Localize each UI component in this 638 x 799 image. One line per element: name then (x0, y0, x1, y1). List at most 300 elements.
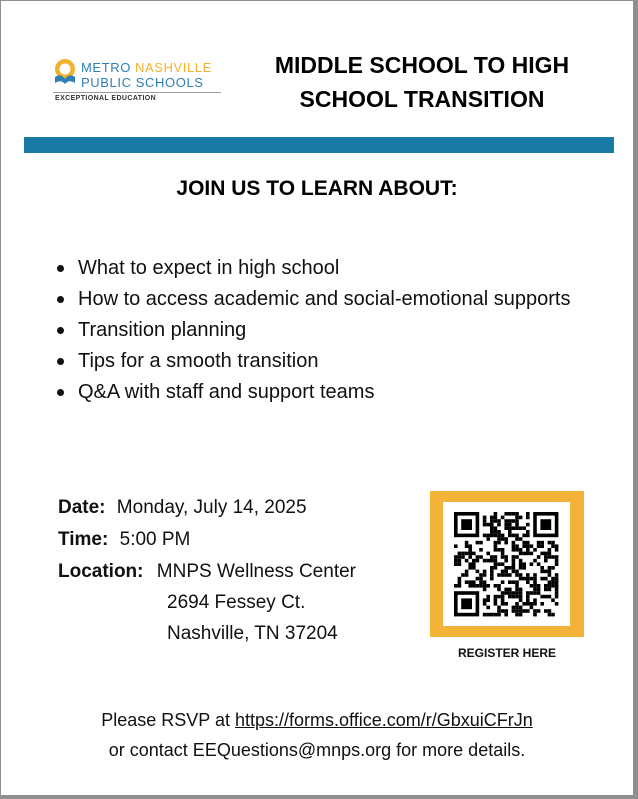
qr-module (522, 526, 526, 530)
qr-module (468, 544, 472, 548)
qr-module (515, 519, 519, 523)
qr-module (504, 555, 508, 559)
qr-module (490, 577, 494, 581)
qr-module (522, 562, 526, 566)
qr-module (497, 541, 501, 545)
qr-module (537, 555, 541, 559)
rsvp-link[interactable]: https://forms.office.com/r/GbxuiCFrJn (235, 710, 533, 730)
qr-module (486, 606, 490, 610)
qr-module (458, 555, 462, 559)
qr-module (522, 577, 526, 581)
qr-module (530, 606, 534, 610)
qr-module (504, 573, 508, 577)
qr-module (501, 570, 505, 574)
qr-module (551, 580, 555, 584)
qr-module (501, 534, 505, 538)
qr-module (544, 559, 548, 563)
qr-module (468, 562, 472, 566)
qr-module (468, 580, 472, 584)
qr-module (472, 559, 476, 563)
list-item: Tips for a smooth transition (55, 346, 595, 377)
qr-module (494, 566, 498, 570)
qr-module (512, 544, 516, 548)
qr-module (530, 591, 534, 595)
qr-module (501, 573, 505, 577)
qr-module (490, 555, 494, 559)
qr-module (512, 526, 516, 530)
qr-module (537, 609, 541, 613)
qr-module (526, 595, 530, 599)
qr-module (458, 577, 462, 581)
qr-module (522, 602, 526, 606)
qr-module (486, 584, 490, 588)
qr-module (533, 609, 537, 613)
qr-module (533, 598, 537, 602)
flyer-page (1, 1, 633, 795)
qr-module (537, 588, 541, 592)
qr-module (494, 541, 498, 545)
qr-module (519, 566, 523, 570)
qr-module (508, 595, 512, 599)
qr-module (458, 562, 462, 566)
location-line-2: 2694 Fessey Ct. (167, 592, 306, 613)
qr-module (497, 609, 501, 613)
logo-nashville: NASHVILLE (134, 60, 212, 75)
qr-module (476, 570, 480, 574)
qr-module (483, 602, 487, 606)
qr-module (490, 534, 494, 538)
qr-module (540, 541, 544, 545)
qr-module (519, 588, 523, 592)
qr-module (551, 566, 555, 570)
time-value: 5:00 PM (119, 529, 191, 550)
qr-module (501, 537, 505, 541)
qr-module (497, 548, 501, 552)
qr-module (486, 552, 490, 556)
qr-module (490, 519, 494, 523)
qr-module (476, 555, 480, 559)
qr-module (490, 523, 494, 527)
qr-module (555, 562, 559, 566)
time-row (58, 529, 190, 551)
qr-module (548, 613, 552, 617)
qr-module (454, 584, 458, 588)
qr-module (465, 544, 469, 548)
qr-module (530, 602, 534, 606)
qr-module (519, 516, 523, 520)
qr-module (522, 544, 526, 548)
register-caption: REGISTER HERE (457, 646, 556, 660)
qr-module (494, 519, 498, 523)
lamp-icon (51, 57, 79, 87)
qr-module (512, 541, 516, 545)
qr-module (548, 552, 552, 556)
qr-module (494, 584, 498, 588)
qr-module (483, 534, 487, 538)
qr-module (472, 552, 476, 556)
qr-module (533, 588, 537, 592)
qr-module (501, 591, 505, 595)
qr-module (526, 602, 530, 606)
qr-module (519, 537, 523, 541)
qr-module (522, 552, 526, 556)
qr-module (465, 570, 469, 574)
qr-module (555, 548, 559, 552)
qr-module (501, 602, 505, 606)
logo-text-line2: PUBLIC SCHOOLS (81, 75, 204, 90)
qr-module (468, 552, 472, 556)
qr-module (483, 523, 487, 527)
header-band (24, 137, 614, 153)
qr-code[interactable] (443, 502, 570, 626)
qr-finder-core (540, 519, 551, 530)
qr-module (494, 526, 498, 530)
qr-module (476, 577, 480, 581)
qr-module (476, 541, 480, 545)
qr-module (555, 580, 559, 584)
qr-module (465, 580, 469, 584)
qr-module (490, 573, 494, 577)
qr-module (512, 606, 516, 610)
page-title (237, 48, 607, 116)
qr-module (515, 516, 519, 520)
qr-module (472, 580, 476, 584)
qr-module (490, 613, 494, 617)
qr-module (483, 613, 487, 617)
logo-text-line1 (81, 60, 212, 75)
qr-module (551, 613, 555, 617)
location-row (58, 561, 356, 583)
qr-module (548, 584, 552, 588)
qr-module (519, 598, 523, 602)
qr-module (519, 606, 523, 610)
qr-module (512, 609, 516, 613)
qr-module (468, 548, 472, 552)
qr-module (512, 548, 516, 552)
qr-module (476, 584, 480, 588)
qr-module (497, 573, 501, 577)
list-item: Q&A with staff and support teams (55, 377, 595, 408)
qr-module (501, 555, 505, 559)
qr-module (544, 595, 548, 599)
qr-module (504, 537, 508, 541)
qr-module (501, 562, 505, 566)
qr-module (515, 580, 519, 584)
qr-module (504, 591, 508, 595)
list-item: How to access academic and social-emotional supports (55, 284, 595, 315)
qr-module (515, 526, 519, 530)
qr-module (479, 573, 483, 577)
qr-module (515, 555, 519, 559)
qr-module (519, 552, 523, 556)
district-logo (51, 57, 231, 109)
qr-module (454, 555, 458, 559)
qr-module (461, 552, 465, 556)
qr-module (540, 544, 544, 548)
qr-module (483, 573, 487, 577)
qr-module (483, 598, 487, 602)
qr-module (515, 591, 519, 595)
qr-module (472, 566, 476, 570)
location-label: Location: (58, 561, 144, 582)
qr-module (458, 559, 462, 563)
qr-module (533, 591, 537, 595)
qr-module (508, 519, 512, 523)
qr-code-background (443, 502, 570, 626)
qr-module (540, 566, 544, 570)
qr-module (490, 526, 494, 530)
qr-module (530, 552, 534, 556)
logo-metro: METRO (81, 60, 131, 75)
qr-module (501, 598, 505, 602)
qr-module (479, 548, 483, 552)
date-label: Date: (58, 497, 106, 518)
qr-module (533, 559, 537, 563)
qr-module (508, 530, 512, 534)
qr-module (483, 559, 487, 563)
qr-module (526, 548, 530, 552)
qr-module (515, 534, 519, 538)
qr-module (519, 595, 523, 599)
qr-module (483, 570, 487, 574)
qr-module (526, 544, 530, 548)
time-label: Time: (58, 529, 109, 550)
qr-module (497, 523, 501, 527)
qr-module (512, 580, 516, 584)
qr-module (483, 516, 487, 520)
qr-module (526, 541, 530, 545)
qr-module (494, 516, 498, 520)
qr-module (486, 534, 490, 538)
qr-module (515, 548, 519, 552)
qr-module (526, 512, 530, 516)
qr-module (494, 544, 498, 548)
qr-module (508, 523, 512, 527)
qr-module (544, 570, 548, 574)
qr-module (515, 609, 519, 613)
qr-module (479, 541, 483, 545)
qr-module (555, 544, 559, 548)
qr-module (515, 606, 519, 610)
qr-module (512, 559, 516, 563)
qr-module (544, 555, 548, 559)
qr-module (551, 544, 555, 548)
qr-module (537, 591, 541, 595)
qr-module (537, 541, 541, 545)
qr-module (515, 537, 519, 541)
qr-module (508, 534, 512, 538)
qr-module (555, 602, 559, 606)
qr-module (515, 602, 519, 606)
qr-module (555, 595, 559, 599)
qr-module (512, 512, 516, 516)
qr-module (555, 573, 559, 577)
qr-module (458, 580, 462, 584)
qr-module (512, 519, 516, 523)
qr-module (504, 570, 508, 574)
qr-module (490, 566, 494, 570)
qr-module (548, 555, 552, 559)
qr-module (548, 588, 552, 592)
qr-module (461, 555, 465, 559)
qr-module (465, 573, 469, 577)
qr-module (519, 613, 523, 617)
qr-module (555, 584, 559, 588)
qr-module (526, 552, 530, 556)
qr-module (501, 580, 505, 584)
qr-module (519, 548, 523, 552)
qr-module (472, 562, 476, 566)
qr-module (497, 562, 501, 566)
qr-module (519, 526, 523, 530)
qr-module (490, 559, 494, 563)
qr-module (515, 544, 519, 548)
qr-module (548, 570, 552, 574)
qr-module (508, 512, 512, 516)
qr-code-frame[interactable] (430, 491, 584, 637)
qr-module (497, 537, 501, 541)
qr-module (526, 591, 530, 595)
qr-module (486, 559, 490, 563)
qr-module (544, 584, 548, 588)
qr-module (540, 602, 544, 606)
qr-module (461, 573, 465, 577)
qr-module (522, 541, 526, 545)
qr-module (548, 541, 552, 545)
qr-module (515, 613, 519, 617)
location-line-1: MNPS Wellness Center (156, 561, 356, 582)
qr-module (522, 609, 526, 613)
qr-module (537, 584, 541, 588)
qr-module (540, 570, 544, 574)
qr-module (501, 516, 505, 520)
qr-module (497, 519, 501, 523)
qr-module (533, 613, 537, 617)
qr-module (458, 584, 462, 588)
qr-module (504, 523, 508, 527)
qr-module (508, 526, 512, 530)
qr-module (494, 613, 498, 617)
qr-module (555, 577, 559, 581)
qr-module (465, 559, 469, 563)
qr-module (483, 519, 487, 523)
qr-module (512, 534, 516, 538)
qr-module (501, 548, 505, 552)
qr-module (519, 559, 523, 563)
qr-module (555, 559, 559, 563)
qr-module (494, 559, 498, 563)
qr-module (519, 609, 523, 613)
qr-module (486, 598, 490, 602)
qr-module (544, 609, 548, 613)
qr-module (512, 570, 516, 574)
qr-module (526, 523, 530, 527)
location-line-3: Nashville, TN 37204 (167, 623, 338, 644)
qr-module (551, 584, 555, 588)
qr-module (504, 519, 508, 523)
qr-module (504, 613, 508, 617)
date-value: Monday, July 14, 2025 (116, 497, 307, 518)
qr-module (497, 584, 501, 588)
qr-module (522, 534, 526, 538)
qr-module (555, 555, 559, 559)
qr-module (533, 577, 537, 581)
qr-module (555, 591, 559, 595)
qr-module (526, 573, 530, 577)
qr-module (454, 544, 458, 548)
qr-module (530, 562, 534, 566)
qr-module (465, 541, 469, 545)
qr-module (490, 516, 494, 520)
qr-module (540, 577, 544, 581)
qr-module (533, 573, 537, 577)
qr-module (515, 595, 519, 599)
qr-module (512, 566, 516, 570)
qr-module (483, 580, 487, 584)
qr-module (479, 555, 483, 559)
qr-module (533, 548, 537, 552)
qr-module (551, 541, 555, 545)
qr-module (544, 552, 548, 556)
qr-module (530, 584, 534, 588)
qr-module (512, 591, 516, 595)
qr-module (486, 537, 490, 541)
qr-module (512, 555, 516, 559)
qr-module (504, 526, 508, 530)
qr-module (526, 577, 530, 581)
qr-module (486, 595, 490, 599)
topic-list (55, 253, 595, 408)
qr-module (526, 530, 530, 534)
qr-module (555, 588, 559, 592)
rsvp-line-1 (1, 705, 633, 735)
rsvp-line-2: or contact EEQuestions@mnps.org for more details. (108, 740, 526, 760)
qr-module (533, 602, 537, 606)
date-row (58, 497, 307, 519)
qr-module (544, 588, 548, 592)
qr-module (508, 591, 512, 595)
qr-module (501, 595, 505, 599)
qr-module (494, 534, 498, 538)
qr-module (497, 588, 501, 592)
qr-module (515, 584, 519, 588)
qr-module (508, 573, 512, 577)
qr-module (548, 548, 552, 552)
rsvp-block (1, 705, 633, 765)
qr-module (526, 580, 530, 584)
learn-heading: JOIN US TO LEARN ABOUT: (176, 177, 458, 200)
qr-module (504, 609, 508, 613)
qr-module (468, 566, 472, 570)
qr-module (508, 566, 512, 570)
qr-module (515, 588, 519, 592)
qr-module (540, 552, 544, 556)
qr-module (494, 530, 498, 534)
qr-module (551, 555, 555, 559)
qr-module (522, 566, 526, 570)
list-item: Transition planning (55, 315, 595, 346)
qr-module (504, 566, 508, 570)
qr-module (551, 577, 555, 581)
qr-module (548, 580, 552, 584)
qr-module (530, 544, 534, 548)
qr-module (497, 530, 501, 534)
qr-module (483, 588, 487, 592)
qr-module (530, 577, 534, 581)
qr-module (486, 523, 490, 527)
qr-module (515, 512, 519, 516)
rsvp-prefix: Please RSVP at (101, 710, 235, 730)
